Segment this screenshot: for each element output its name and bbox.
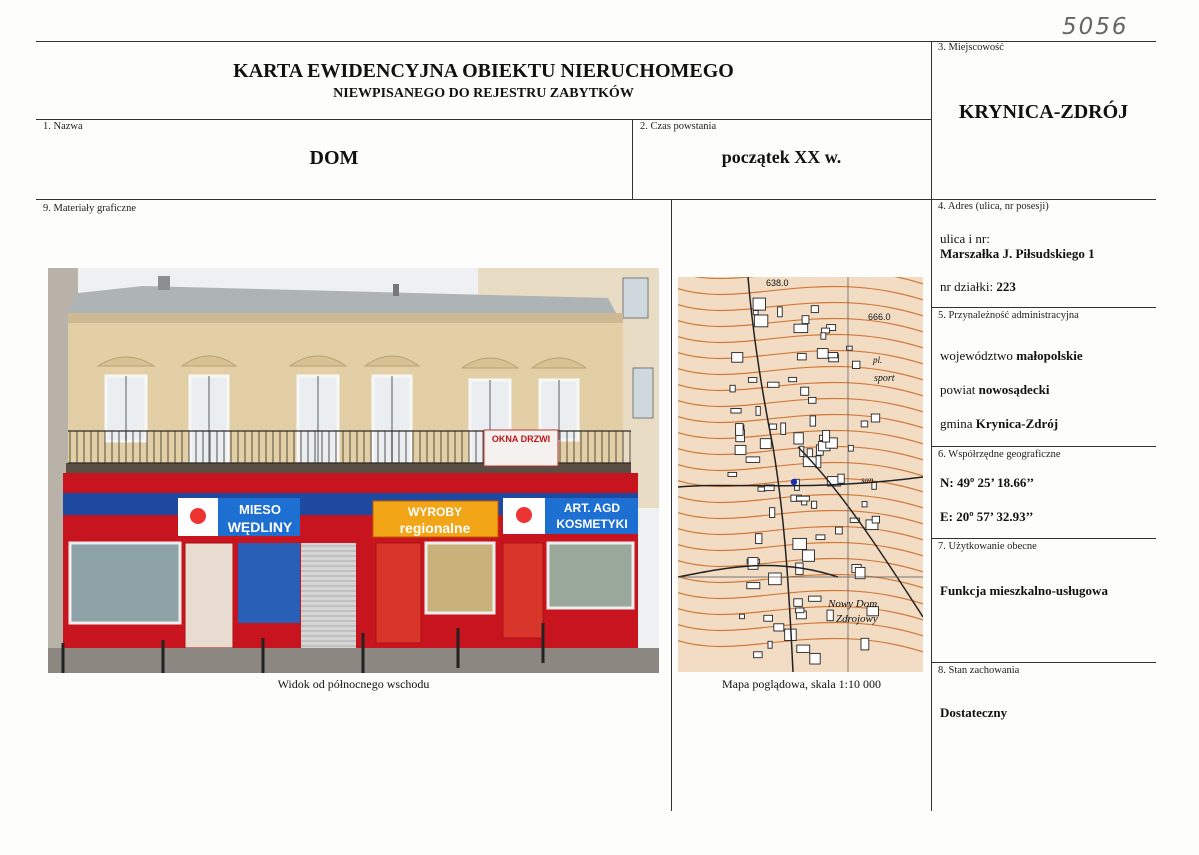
coords-label: 6. Współrzędne geograficzne xyxy=(938,449,1061,460)
sign-agd-line1: ART. AGD xyxy=(563,501,621,515)
voivodeship-row xyxy=(940,348,1083,364)
commune-value: Krynica-Zdrój xyxy=(975,416,1059,431)
column-divider-main xyxy=(931,41,932,811)
coord-n-label: N: xyxy=(940,475,954,490)
street-value: Marszałka J. Piłsudskiego 1 xyxy=(940,246,1095,261)
right-divider-5 xyxy=(931,307,1156,308)
coord-n-value: 49º 25’ 18.66’’ xyxy=(956,475,1035,490)
county-row xyxy=(940,382,1049,398)
document-title: KARTA EWIDENCYJNA OBIEKTU NIERUCHOMEGO xyxy=(233,60,734,82)
building-photo xyxy=(48,268,659,673)
sign-mieso-line1: MIESO xyxy=(239,502,281,517)
coord-e-value: 20º 57’ 32.93’’ xyxy=(956,509,1034,524)
sign-okna-drzwi: OKNA DRZWI xyxy=(491,434,551,444)
sign-agd-line2: KOSMETYKI xyxy=(556,517,628,531)
county-value: nowosądecki xyxy=(978,382,1050,397)
commune-label: gmina xyxy=(940,416,973,431)
sign-mieso-line2: WĘDLINY xyxy=(227,519,293,535)
right-divider-7 xyxy=(931,538,1156,539)
document-number: 5056 xyxy=(1062,14,1129,40)
map-label-sport: sport xyxy=(874,373,895,384)
map-label-place-line1: Nowy Dom xyxy=(828,598,878,610)
condition-label: 8. Stan zachowania xyxy=(938,665,1020,676)
map-label-san: san. xyxy=(861,475,876,485)
location-map xyxy=(678,277,923,672)
map-caption: Mapa poglądowa, skala 1:10 000 xyxy=(722,677,881,691)
coord-e-row xyxy=(940,509,1033,525)
header-divider xyxy=(36,119,931,120)
name-row-divider xyxy=(36,199,1156,200)
period-value: początek XX w. xyxy=(721,147,842,167)
street-label: ulica i nr: xyxy=(940,231,990,246)
plot-value: 223 xyxy=(996,279,1016,294)
voivodeship-value: małopolskie xyxy=(1016,348,1083,363)
address-label: 4. Adres (ulica, nr posesji) xyxy=(938,201,1049,212)
coord-n-row xyxy=(940,475,1034,491)
plot-row xyxy=(940,279,1016,295)
plot-label: nr działki: xyxy=(940,279,994,294)
condition-value: Dostateczny xyxy=(940,705,1008,720)
location-map-illustration xyxy=(678,277,923,672)
right-divider-6 xyxy=(931,446,1156,447)
document-subtitle: NIEWPISANEGO DO REJESTRU ZABYTKÓW xyxy=(333,86,634,101)
locality-value: KRYNICA-ZDRÓJ xyxy=(958,101,1129,123)
map-label-pl: pl. xyxy=(873,355,883,365)
county-label: powiat xyxy=(940,382,976,397)
locality-label: 3. Miejscowość xyxy=(938,42,1004,53)
name-label: 1. Nazwa xyxy=(43,121,83,132)
sign-wyroby-line1: WYROBY xyxy=(408,505,462,519)
sign-wyroby-line2: regionalne xyxy=(399,520,471,536)
period-label: 2. Czas powstania xyxy=(640,121,717,132)
admin-label: 5. Przynależność administracyjna xyxy=(938,310,1079,321)
photo-caption: Widok od północnego wschodu xyxy=(277,677,430,691)
name-value: DOM xyxy=(309,147,359,169)
map-label-place-line2: Zdrojowy xyxy=(836,613,878,625)
graphics-label: 9. Materiały graficzne xyxy=(43,203,136,214)
map-label-spot1: 638.0 xyxy=(766,278,789,288)
map-label-spot2: 666.0 xyxy=(868,312,891,322)
voivodeship-label: województwo xyxy=(940,348,1013,363)
building-photo-illustration xyxy=(48,268,659,673)
coord-e-label: E: xyxy=(940,509,953,524)
use-label: 7. Użytkowanie obecne xyxy=(938,541,1037,552)
right-divider-8 xyxy=(931,662,1156,663)
use-value: Funkcja mieszkalno-usługowa xyxy=(940,583,1108,598)
commune-row xyxy=(940,416,1058,432)
column-divider-photo-map xyxy=(671,199,672,811)
